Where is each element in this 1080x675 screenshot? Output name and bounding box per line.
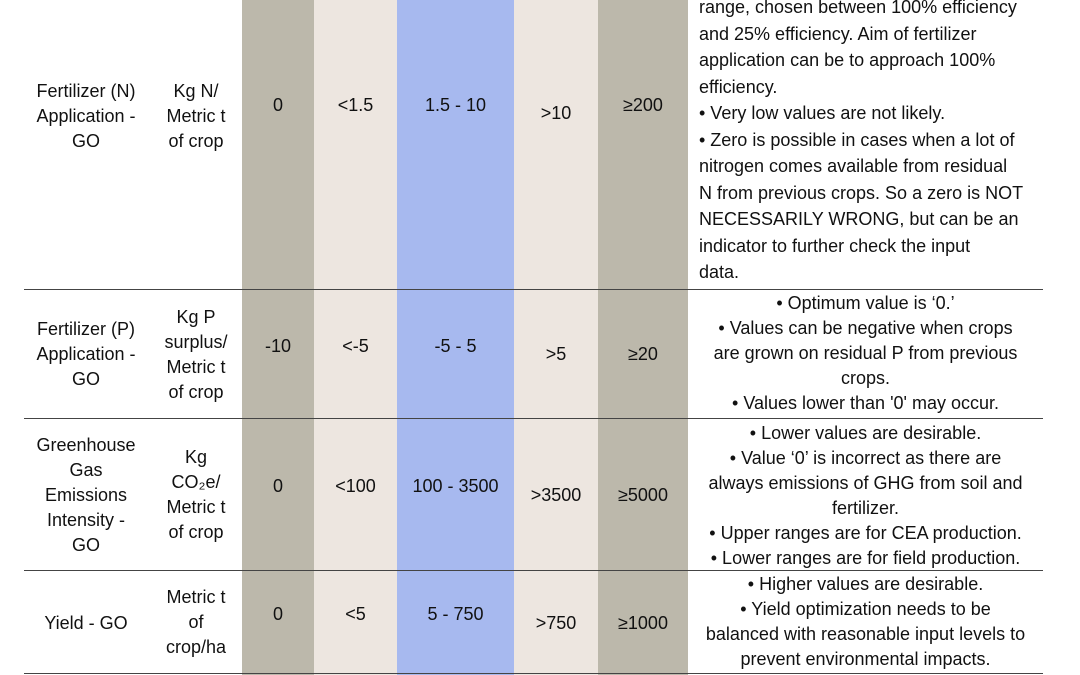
low-cell: <100	[335, 475, 376, 496]
min-cell: 0	[272, 94, 283, 115]
unit-cell: Kg P surplus/ Metric t of crop	[164, 307, 228, 402]
max-cell: ≥5000	[618, 484, 668, 505]
unit-cell: Kg N/ Metric t of crop	[166, 81, 226, 151]
min-cell: 0	[272, 475, 283, 496]
low-cell: <-5	[342, 335, 369, 356]
indicator-cell: Fertilizer (P) Application - GO	[36, 319, 136, 389]
min-cell: 0	[272, 603, 283, 624]
unit-cell: Kg CO₂e/ Metric t of crop	[166, 447, 226, 542]
max-cell: ≥200	[623, 94, 663, 115]
notes-cell: • Higher values are desirable. • Yield optimization needs to be balanced with reasonable input levels to prevent environmental impacts.	[705, 574, 1026, 669]
indicator-cell: Greenhouse Gas Emissions Intensity - GO	[36, 435, 136, 555]
min-cell: -10	[264, 335, 291, 356]
unit-cell: Metric t of crop/ha	[165, 587, 227, 657]
max-cell: ≥20	[628, 343, 658, 364]
indicator-cell: Yield - GO	[44, 612, 128, 633]
high-cell: >3500	[530, 484, 582, 505]
range-cell: -5 - 5	[434, 335, 477, 356]
range-cell: 100 - 3500	[412, 475, 499, 496]
range-cell: 5 - 750	[427, 603, 484, 624]
row-divider	[24, 673, 1043, 674]
range-cell: 1.5 - 10	[424, 94, 487, 115]
high-cell: >10	[540, 102, 572, 123]
table-row-yield	[0, 571, 1080, 675]
notes-cell: • Optimum value is ‘0.’ • Values can be negative when crops are grown on residual P from previous crops. • Values lower than '0' may occur.	[713, 293, 1018, 413]
high-cell: >750	[535, 612, 577, 633]
table-row-fertilizer-n	[0, 0, 1080, 290]
table-row-ghg-emissions	[0, 419, 1080, 571]
table-row-fertilizer-p	[0, 290, 1080, 419]
low-cell: <5	[345, 603, 366, 624]
indicator-cell: Fertilizer (N) Application - GO	[36, 81, 136, 151]
low-cell: <1.5	[337, 94, 374, 115]
high-cell: >5	[545, 343, 567, 364]
max-cell: ≥1000	[618, 612, 668, 633]
notes-cell: range, chosen between 100% efficiency and 25% efficiency. Aim of fertilizer application can be to approach 100% efficiency. • Very low values are not likely. • Zero is possible in cases when a lot of nitrogen comes available from residual N from previous crops. So a zero is NOT NECESSARILY WRONG, but can be an indicator to further check the input data.	[699, 0, 1024, 282]
notes-cell: • Lower values are desirable. • Value ‘0’ is incorrect as there are always emissions of GHG from soil and fertilizer. • Upper ranges are for CEA production. • Lower ranges are for field production.	[708, 423, 1023, 568]
